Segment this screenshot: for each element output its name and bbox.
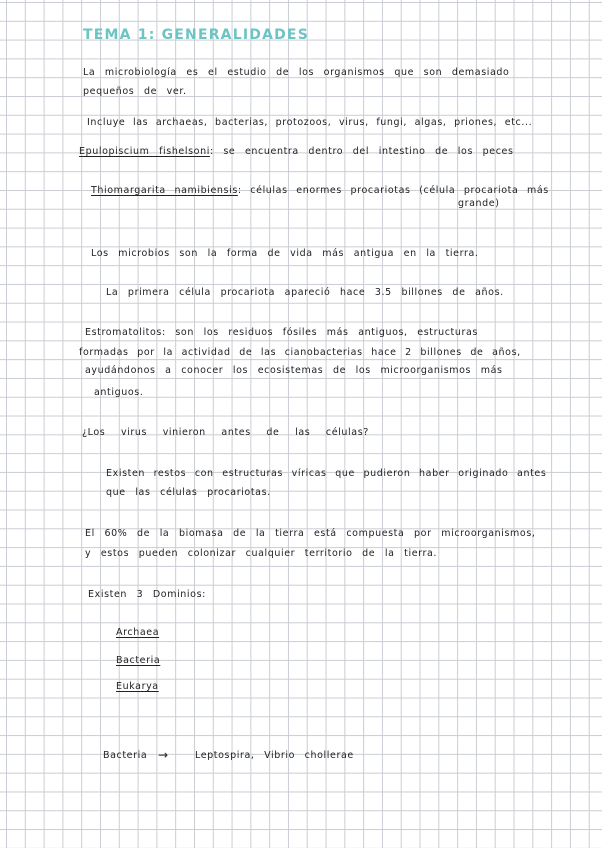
text-line: antiguos. bbox=[94, 387, 144, 398]
term-epulopiscium: Epulopiscium fishelsoni bbox=[79, 146, 210, 157]
definition: : células enormes procariotas (célula procariota más bbox=[237, 185, 549, 196]
text-line: y estos pueden colonizar cualquier territorio de la tierra. bbox=[85, 548, 438, 559]
page-title: TEMA 1: GENERALIDADES bbox=[83, 27, 309, 43]
domain-bacteria: Bacteria bbox=[116, 655, 161, 666]
text-line: La primera célula procariota apareció hace 3.5 billones de años. bbox=[106, 287, 504, 298]
text-line: Leptospira, Vibrio chollerae bbox=[195, 750, 354, 761]
text-line bbox=[79, 146, 514, 158]
text-line: Los microbios son la forma de vida más antigua en la tierra. bbox=[91, 248, 479, 259]
domain-archaea: Archaea bbox=[116, 627, 160, 638]
text-line: grande) bbox=[458, 198, 500, 209]
text-line: Existen 3 Dominios: bbox=[88, 589, 206, 600]
arrow-right-icon: → bbox=[158, 748, 169, 762]
text-line: Bacteria bbox=[103, 750, 148, 761]
text-line bbox=[91, 185, 549, 197]
term-thiomargarita: Thiomargarita namibiensis bbox=[91, 185, 238, 196]
text-line: El 60% de la biomasa de la tierra está compuesta por microorganismos, bbox=[85, 528, 536, 539]
text-line: ¿Los virus vinieron antes de las células? bbox=[82, 427, 369, 438]
text-line: Incluye las archaeas, bacterias, protozoos, virus, fungi, algas, priones, etc... bbox=[87, 117, 533, 128]
text-line: formadas por la actividad de las cianobacterias hace 2 billones de años, bbox=[79, 347, 521, 358]
text-line: que las células procariotas. bbox=[106, 487, 271, 498]
definition: : se encuentra dentro del intestino de los peces bbox=[209, 146, 514, 157]
text-line: ayudándonos a conocer los ecosistemas de los microorganismos más bbox=[85, 365, 503, 376]
text-line: Existen restos con estructuras víricas que pudieron haber originado antes bbox=[106, 468, 547, 479]
text-line: Estromatolitos: son los residuos fósiles más antiguos, estructuras bbox=[85, 327, 478, 338]
text-line: pequeños de ver. bbox=[83, 86, 187, 97]
domain-eukarya: Eukarya bbox=[116, 681, 159, 692]
text-line: La microbiología es el estudio de los organismos que son demasiado bbox=[83, 67, 510, 78]
